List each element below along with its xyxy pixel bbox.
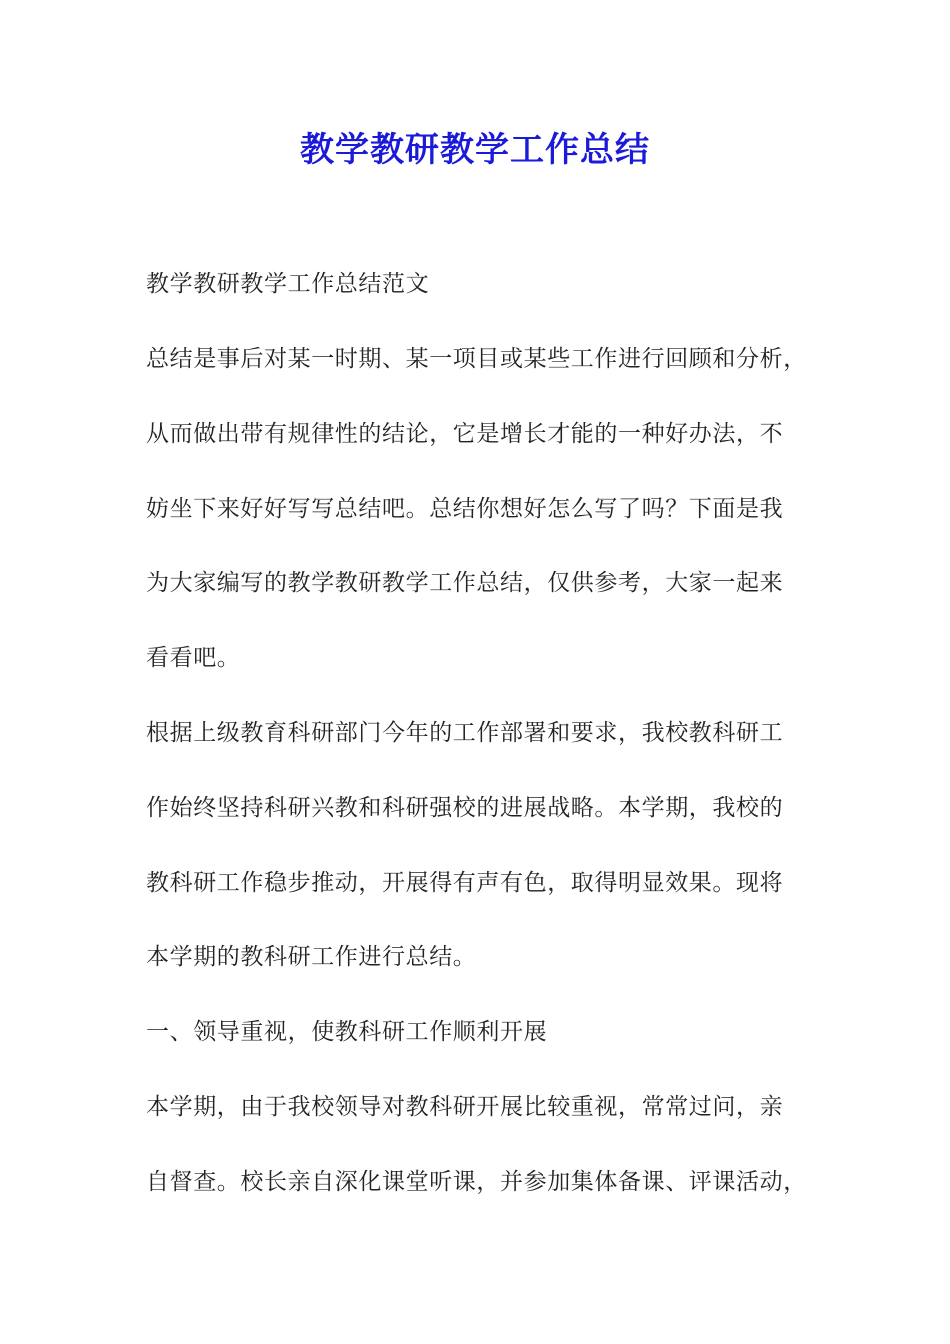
document-title: 教学教研教学工作总结 [300, 130, 650, 170]
subtitle-line: 教学教研教学工作总结范文 [146, 271, 430, 297]
paragraph-line: 总结是事后对某一时期、某一项目或某些工作进行回顾和分析， [146, 346, 807, 372]
paragraph-line: 从而做出带有规律性的结论，它是增长才能的一种好办法，不 [146, 421, 784, 447]
section-heading: 一、领导重视，使教科研工作顺利开展 [146, 1019, 548, 1045]
paragraph-line: 根据上级教育科研部门今年的工作部署和要求，我校教科研工 [146, 720, 784, 746]
paragraph-line: 自督查。校长亲自深化课堂听课，并参加集体备课、评课活动， [146, 1169, 807, 1195]
paragraph-line: 本学期，由于我校领导对教科研开展比较重视，常常过问，亲 [146, 1094, 784, 1120]
paragraph-line: 妨坐下来好好写写总结吧。总结你想好怎么写了吗？下面是我 [146, 496, 784, 522]
paragraph-line: 为大家编写的教学教研教学工作总结，仅供参考，大家一起来 [146, 570, 784, 596]
paragraph-line: 本学期的教科研工作进行总结。 [146, 944, 477, 970]
paragraph-line: 看看吧。 [146, 645, 241, 671]
paragraph-line: 作始终坚持科研兴教和科研强校的进展战略。本学期，我校的 [146, 795, 784, 821]
paragraph-line: 教科研工作稳步推动，开展得有声有色，取得明显效果。现将 [146, 870, 784, 896]
